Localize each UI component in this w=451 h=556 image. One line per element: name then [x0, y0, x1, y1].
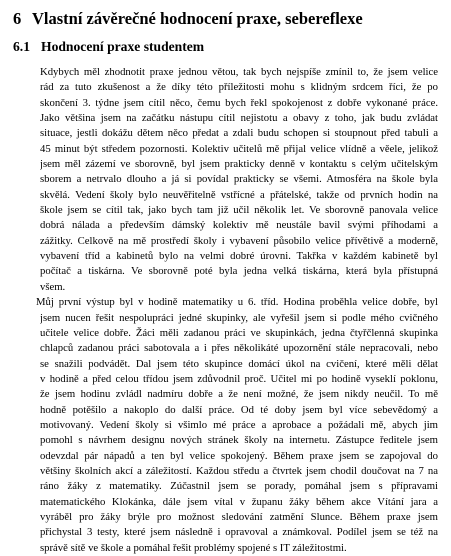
paragraph-line: Kdybych měl zhodnotit praxe jednou větou, tak bych nejspíše zmínil to, že jsem velice — [40, 66, 438, 78]
paragraph-line: dobrá nálada a především dámský kolektiv mě neustále bavil svými příhodami a — [40, 219, 438, 232]
paragraph-line: hodně potěšilo a nakoplo do další práce. Od té doby jsem byl více sebevědomý a — [40, 403, 438, 416]
paragraph-line: ráno žáky z matematiky. Zúčastnil jsem se porady, pomáhal jsem s přípravami — [40, 480, 438, 493]
section-title: Hodnocení praxe studentem — [41, 39, 205, 54]
paragraph-line: chlapců zadanou práci sabotovala a i přes několikáté upozornění stále nepracovali, nebo — [40, 342, 438, 355]
section-heading — [13, 38, 443, 56]
body-text — [36, 65, 438, 556]
chapter-title: Vlastní závěrečné hodnocení praxe, sebereflexe — [32, 9, 363, 28]
paragraph-line: že jsem hodinu zvládl nadmíru dobře a že není možné, že jsem nikdy neučil. To mě — [40, 388, 438, 401]
paragraph-line: skončení 3. týdne jsem cítil něco, čemu bych řekl spokojenost z dobře vykonané práce. — [40, 96, 438, 109]
paragraph-line: přichystal 3 testy, které jsem následně i opravoval a známkoval. Podílel jsem se též na — [40, 526, 438, 539]
paragraph-line: Jako většina jsem na začátku nástupu cítil nejistotu a obavy z toho, jak budu zvládat — [40, 112, 438, 125]
paragraph-line: vyráběl pro žáky brýle pro možnost sledování zatmění Slunce. Během praxe jsem — [40, 510, 438, 523]
paragraph-line: skvělá. Vedení školy bylo neuvěřitelně vstřícné a přátelské, takže od prvních hodin na — [40, 188, 438, 201]
paragraph-line: vybavení tříd a kabinetů bylo na velmi dobré úrovni. Takřka v každém kabinetě byl — [40, 250, 438, 263]
paragraph-line: správě sítě ve škole a pomáhal řešit problémy spojené s IT záležitostmi. — [40, 541, 347, 554]
paragraph-line: rád za tuto zkušenost a že díky této příležitosti mohu s klidným srdcem říci, že po — [40, 81, 438, 94]
chapter-heading — [13, 8, 443, 30]
paragraph-line: zážitky. Celkově na mě prostředí školy i vybavení působilo velice přívětivě a moderně, — [40, 234, 438, 247]
section-number: 6.1 — [13, 39, 30, 54]
paragraph-line: v hodině a před celou třídou jsem zdůvodnil proč. Učitel mi po hodině vyseklí poklonu, — [40, 372, 438, 385]
paragraph-line: počítač a tiskárna. Ve sborovně poté byla jedna velká tiskárna, která byla přístupná — [40, 265, 438, 278]
paragraph-line: sborem a netrvalo dlouho a já si povídal prakticky se všemi. Atmosféra na škole byla — [40, 173, 438, 186]
paragraph-line: odevzdal pár nápadů a ten byl velice spokojený. Během praxe jsem se zapojoval do — [40, 449, 438, 462]
paragraph-line: učitele velice dobře. Žáci měli zadanou práci ve skupinkách, jedna čtyřčlenná skupinka — [40, 326, 438, 339]
paragraph-line: většiny školních akcí a záležitostí. Každou středu a čtvrtek jsem chodil doučovat na 7 na — [40, 464, 438, 477]
paragraph-line: Můj první výstup byl v hodině matematiky u 6. tříd. Hodina proběhla velice dobře, byl — [36, 296, 438, 309]
paragraph-line: pomohl s návrhem designu nových stránek školy na internetu. Zástupce ředitele jsem — [40, 434, 438, 447]
paragraph-line: se snažili podvádět. Dal jsem této skupince domácí úkol na cvičení, které měli dělat — [40, 357, 438, 370]
paragraph-line: jsem měl zázemí ve sborovně, byl jsem prakticky denně v kontaktu s celým učitelským — [40, 158, 438, 171]
paragraph-line: matematického Klokánka, dále jsem vítal v županu žáky během akce Vítání jara a — [40, 495, 438, 508]
paragraph-line: situace, jestli dokážu dětem něco předat a zdali budu schopen si stoupnout před tabuli a — [40, 127, 438, 140]
paragraph-line: 45 minut být středem pozornosti. Kolektiv učitelů mě přijal velice vlídně a věele, jelikož — [40, 142, 438, 155]
paragraph-line: motivovaný. Vedení školy si všimlo mé práce a aprobace a požádali mě, abych jim — [40, 418, 438, 431]
paragraph-line: škole jsem se cítil tak, jako bych tam již učil několik let. Ve sborovně panovala velice — [40, 204, 438, 217]
paragraph-line: všem. — [40, 280, 66, 293]
chapter-number: 6 — [13, 9, 22, 28]
paragraph-line: jsem nucen řešit nespolupráci jedné skupinky, ale vyřešil jsem si podle mého cvičného — [40, 311, 438, 324]
